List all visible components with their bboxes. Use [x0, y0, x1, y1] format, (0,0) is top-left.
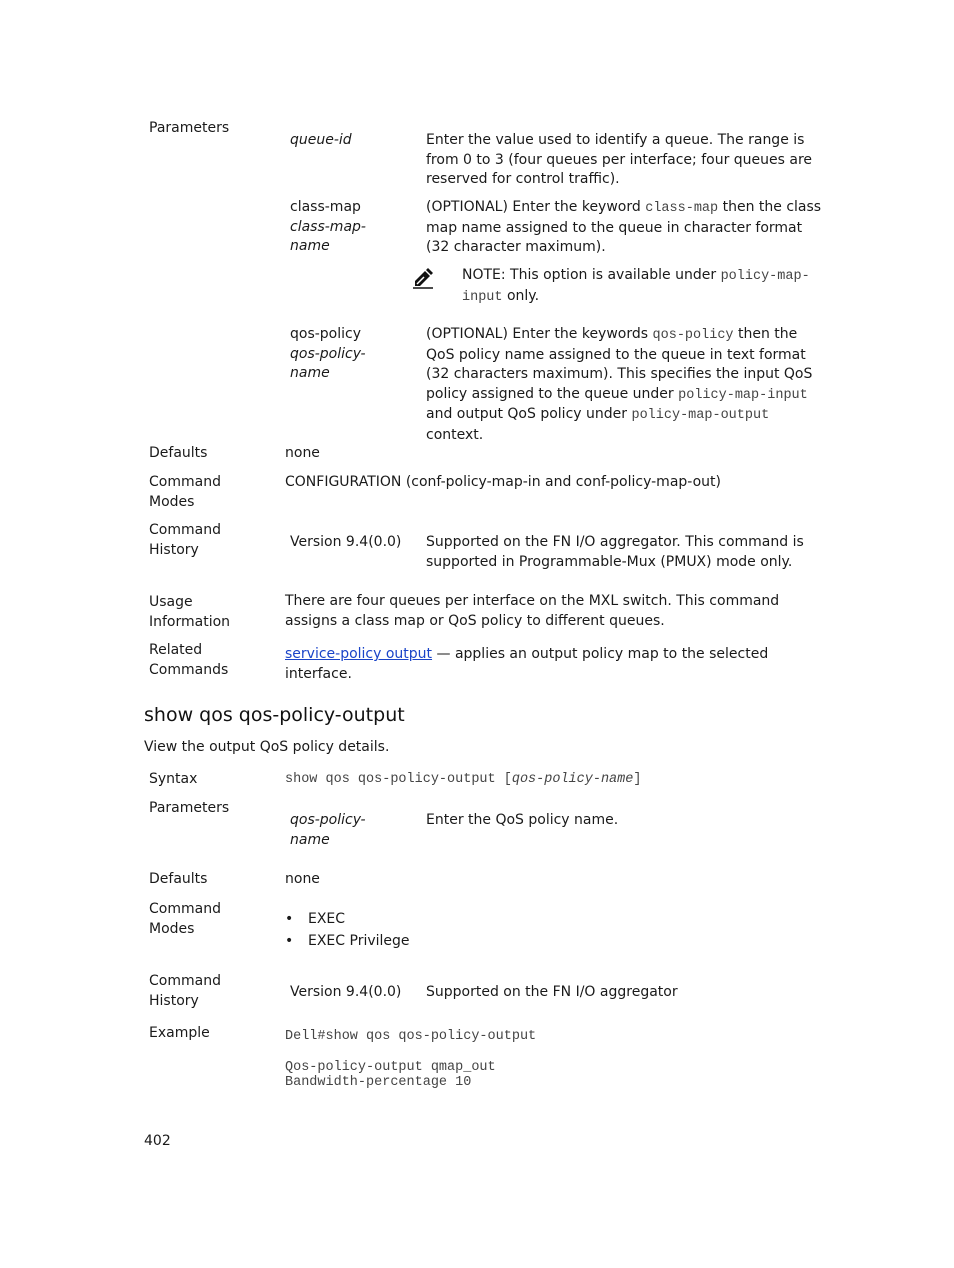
- command-modes-label: Command Modes: [149, 474, 221, 510]
- example-line-1: Dell#show qos qos-policy-output: [285, 1029, 537, 1044]
- history-description: Supported on the FN I/O aggregator. This command is supported in Programmable-Mux (PMUX) mode only.: [426, 534, 804, 570]
- usage-information-label: Usage Information: [149, 594, 231, 630]
- param-queue-id-name: queue-id: [290, 132, 352, 148]
- command-modes-list: [285, 908, 410, 952]
- command-modes-label-2: Command Modes: [149, 901, 221, 937]
- defaults-label: Defaults: [149, 445, 208, 461]
- related-commands-label: Related Commands: [149, 642, 229, 678]
- param-qos-policy-desc: (OPTIONAL) Enter the keywords qos-policy then the QoS policy name assigned to the queue in text format (32 characters maximum). This specifies the input QoS policy assigned to the queue under policy-map-input and output QoS policy under policy-map-output context.: [426, 326, 813, 443]
- history-version-2: Version 9.4(0.0): [290, 984, 402, 1000]
- example-label: Example: [149, 1025, 210, 1041]
- example-line-3: Bandwidth-percentage 10: [285, 1075, 472, 1090]
- param-class-map-name: class-map class-map- name: [290, 199, 366, 254]
- param-qos-policy-name-2: qos-policy- name: [290, 812, 366, 848]
- parameters-label: Parameters: [149, 120, 230, 136]
- usage-information-value: There are four queues per interface on the MXL switch. This command assigns a class map or QoS policy to different queues.: [285, 593, 780, 629]
- page-number: 402: [144, 1133, 171, 1149]
- param-class-map-desc: (OPTIONAL) Enter the keyword class-map then the class map name assigned to the queue in character format (32 character maximum).: [426, 199, 822, 255]
- service-policy-output-link[interactable]: service-policy output: [285, 646, 433, 662]
- syntax-label: Syntax: [149, 771, 198, 787]
- list-item: • EXEC: [285, 908, 410, 930]
- param-qos-policy-name: qos-policy qos-policy- name: [290, 326, 366, 381]
- param-qos-policy-desc-2: Enter the QoS policy name.: [426, 812, 619, 828]
- example-line-2: Qos-policy-output qmap_out: [285, 1060, 496, 1075]
- defaults-value: none: [285, 445, 320, 461]
- syntax-value: show qos qos-policy-output [qos-policy-name]: [285, 772, 642, 787]
- defaults-value-2: none: [285, 871, 320, 887]
- parameters-label-2: Parameters: [149, 800, 230, 816]
- command-modes-value: CONFIGURATION (conf-policy-map-in and conf-policy-map-out): [285, 474, 721, 490]
- history-version: Version 9.4(0.0): [290, 534, 402, 550]
- command-history-label: Command History: [149, 522, 221, 558]
- history-description-2: Supported on the FN I/O aggregator: [426, 984, 678, 1000]
- related-commands-value: service-policy output — applies an output policy map to the selected interface.: [285, 646, 769, 682]
- command-history-label-2: Command History: [149, 973, 221, 1009]
- note-pencil-icon: [412, 267, 434, 289]
- param-queue-id-desc: Enter the value used to identify a queue. The range is from 0 to 3 (four queues per interface; four queues are reserved for control traffic).: [426, 132, 813, 187]
- note-text: NOTE: This option is available under policy-map-input only.: [462, 267, 810, 305]
- section-title: show qos qos-policy-output: [144, 704, 405, 726]
- defaults-label-2: Defaults: [149, 871, 208, 887]
- list-item: • EXEC Privilege: [285, 930, 410, 952]
- section-intro: View the output QoS policy details.: [144, 739, 390, 755]
